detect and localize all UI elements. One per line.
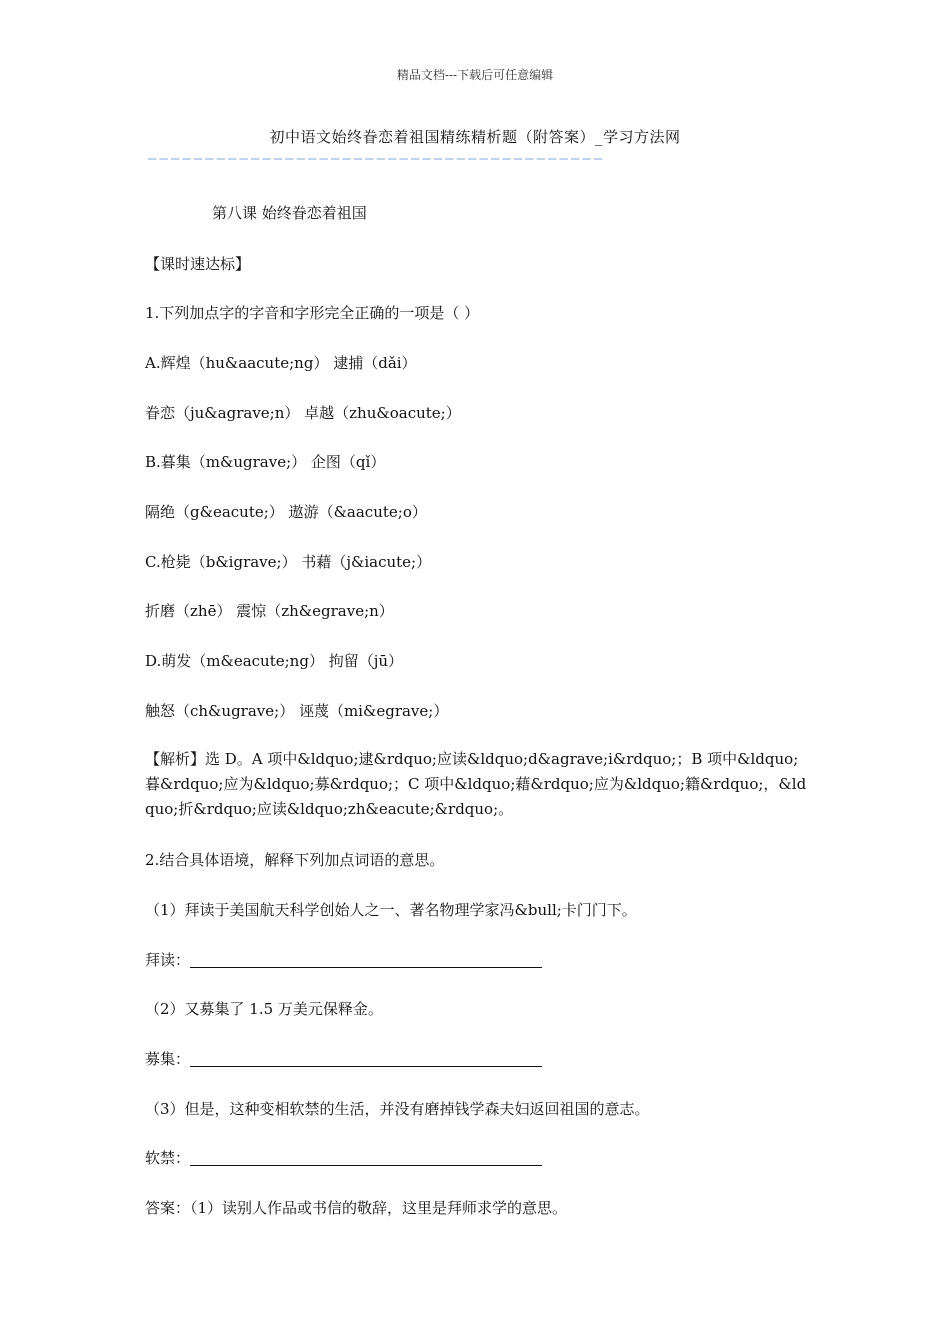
question-2-sentence-3: （3）但是，这种变相软禁的生活，并没有磨掉钱学森夫妇返回祖国的意志。	[145, 1100, 650, 1118]
answer-blank-1[interactable]	[190, 951, 542, 968]
answer-line-2-label: 募集：	[145, 1050, 191, 1068]
question-1-option-c-line-1: C.枪毙（b&igrave;） 书藉（j&iacute;）	[145, 553, 432, 571]
question-1-option-a-line-1: A.辉煌（hu&aacute;ng） 逮捕（dǎi）	[145, 354, 417, 372]
question-2-sentence-1: （1）拜读于美国航天科学创始人之一、著名物理学家冯&bull;卡门门下。	[145, 901, 637, 919]
question-1-option-d-line-1: D.萌发（m&eacute;ng） 拘留（jū）	[145, 652, 404, 670]
question-2-answer: 答案：（1）读别人作品或书信的敬辞，这里是拜师求学的意思。	[145, 1199, 568, 1217]
answer-line-2	[145, 1048, 810, 1069]
answer-line-3	[145, 1147, 810, 1168]
question-1-option-a-line-2: 眷恋（ju&agrave;n） 卓越（zhu&oacute;）	[145, 404, 461, 422]
document-title: 初中语文始终眷恋着祖国精练精析题（附答案）_学习方法网	[269, 128, 681, 146]
answer-line-1-label: 拜读：	[145, 951, 191, 969]
section-heading: 【课时速达标】	[145, 255, 251, 273]
question-1-option-c-line-2: 折磨（zhē） 震惊（zh&egrave;n）	[145, 602, 394, 620]
question-1-option-d-line-2: 触怒（ch&ugrave;） 诬蔑（mi&egrave;）	[145, 702, 449, 720]
answer-line-1	[145, 949, 810, 970]
question-1-option-b-line-2: 隔绝（g&eacute;） 遨游（&aacute;o）	[145, 503, 427, 521]
answer-blank-3[interactable]	[190, 1149, 542, 1166]
answer-blank-2[interactable]	[190, 1050, 542, 1067]
title-dashed-rule: ————————————————————————————————————————	[148, 151, 606, 165]
question-1-stem: 1.下列加点字的字音和字形完全正确的一项是（ ）	[145, 304, 480, 322]
answer-line-3-label: 软禁：	[145, 1149, 191, 1167]
header-note: 精品文档---下载后可任意编辑	[396, 68, 554, 82]
question-1-analysis: 【解析】选 D。A 项中&ldquo;逮&rdquo;应读&ldquo;d&agrave;i&rdquo;；B 项中&ldquo;暮&rdquo;应为&ldquo;募&rdquo;；C 项中&ldquo;藉&rdquo;应为&ldquo;籍&rdquo;，&ldquo;折&rdquo;应读&ldquo;zh&eacute;&rdquo;。	[145, 750, 807, 818]
question-2-sentence-2: （2）又募集了 1.5 万美元保释金。	[145, 1000, 383, 1018]
question-1-option-b-line-1: B.暮集（m&ugrave;） 企图（qǐ）	[145, 453, 386, 471]
lesson-title: 第八课 始终眷恋着祖国	[212, 204, 367, 222]
question-2-stem: 2.结合具体语境，解释下列加点词语的意思。	[145, 851, 445, 869]
